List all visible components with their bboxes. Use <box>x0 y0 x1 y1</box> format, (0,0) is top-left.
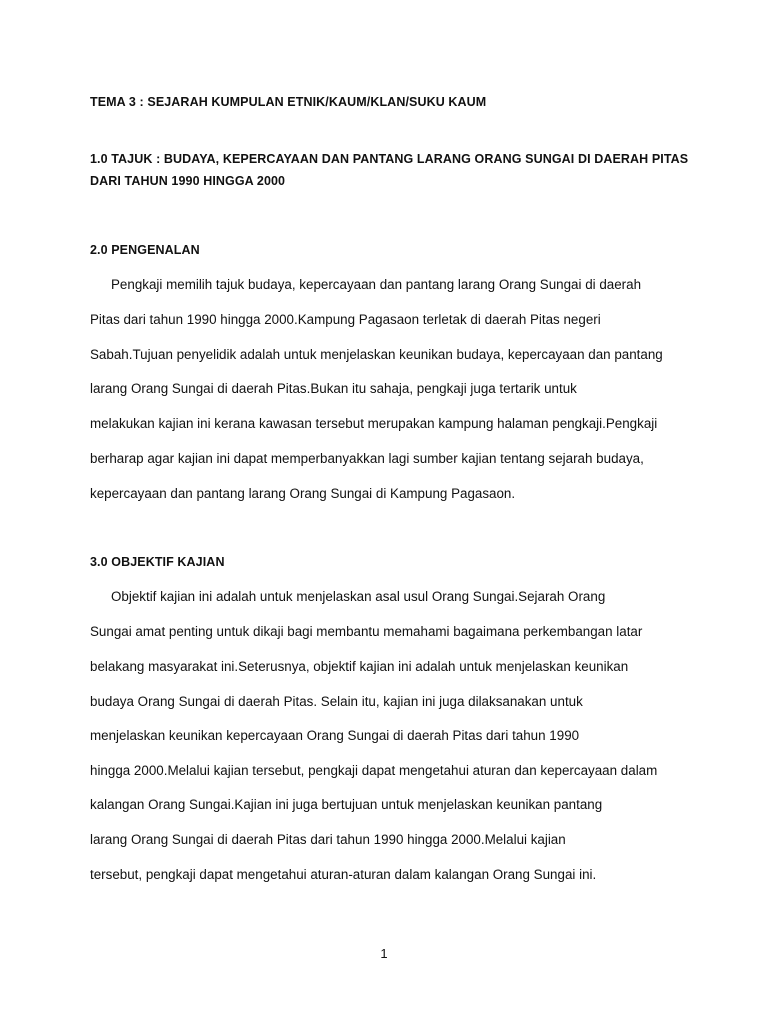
objectives-heading: 3.0 OBJEKTIF KAJIAN <box>90 555 225 569</box>
objectives-line: larang Orang Sungai di daerah Pitas dari tahun 1990 hingga 2000.Melalui kajian <box>90 832 566 847</box>
introduction-line: kepercayaan dan pantang larang Orang Sungai di Kampung Pagasaon. <box>90 486 516 501</box>
objectives-line: kalangan Orang Sungai.Kajian ini juga bertujuan untuk menjelaskan keunikan pantang <box>90 797 603 812</box>
introduction-line: melakukan kajian ini kerana kawasan tersebut merupakan kampung halaman pengkaji.Pengkaji <box>90 416 658 431</box>
introduction-line: Sabah.Tujuan penyelidik adalah untuk menjelaskan keunikan budaya, kepercayaan dan pantang <box>90 347 663 362</box>
objectives-line: hingga 2000.Melalui kajian tersebut, pengkaji dapat mengetahui aturan dan kepercayaan dalam <box>90 763 658 778</box>
introduction-line: Pitas dari tahun 1990 hingga 2000.Kampung Pagasaon terletak di daerah Pitas negeri <box>90 312 601 327</box>
introduction-heading: 2.0 PENGENALAN <box>90 243 200 257</box>
title-heading-line-1: 1.0 TAJUK : BUDAYA, KEPERCAYAAN DAN PANTANG LARANG ORANG SUNGAI DI DAERAH PITAS <box>90 152 689 166</box>
introduction-line: larang Orang Sungai di daerah Pitas.Bukan itu sahaja, pengkaji juga tertarik untuk <box>90 381 577 396</box>
objectives-line: budaya Orang Sungai di daerah Pitas. Selain itu, kajian ini juga dilaksanakan untuk <box>90 694 583 709</box>
objectives-line: belakang masyarakat ini.Seterusnya, objektif kajian ini adalah untuk menjelaskan keunikan <box>90 659 629 674</box>
objectives-line: menjelaskan keunikan kepercayaan Orang Sungai di daerah Pitas dari tahun 1990 <box>90 728 580 743</box>
objectives-line: Objektif kajian ini adalah untuk menjelaskan asal usul Orang Sungai.Sejarah Orang <box>111 589 606 604</box>
objectives-line: Sungai amat penting untuk dikaji bagi membantu memahami bagaimana perkembangan latar <box>90 624 643 639</box>
page-number: 1 <box>380 946 388 961</box>
introduction-line: Pengkaji memilih tajuk budaya, kepercayaan dan pantang larang Orang Sungai di daerah <box>111 277 642 292</box>
theme-heading: TEMA 3 : SEJARAH KUMPULAN ETNIK/KAUM/KLAN/SUKU KAUM <box>90 95 487 109</box>
title-heading-line-2: DARI TAHUN 1990 HINGGA 2000 <box>90 174 286 188</box>
introduction-line: berharap agar kajian ini dapat memperbanyakkan lagi sumber kajian tentang sejarah budaya, <box>90 451 644 466</box>
objectives-line: tersebut, pengkaji dapat mengetahui aturan-aturan dalam kalangan Orang Sungai ini. <box>90 867 597 882</box>
